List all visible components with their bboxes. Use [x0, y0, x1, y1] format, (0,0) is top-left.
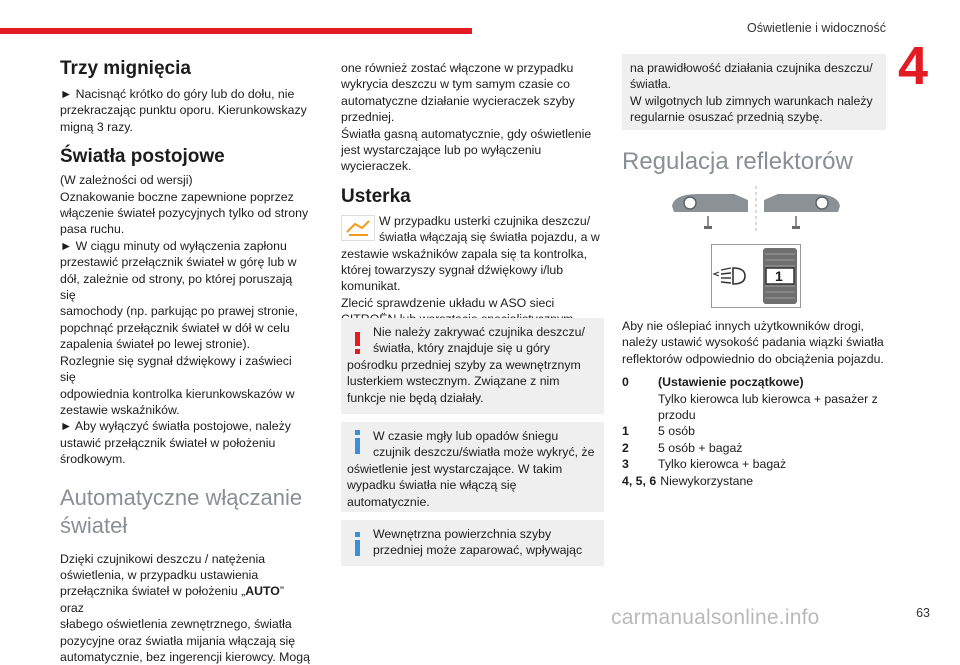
page-number: 63 — [916, 606, 930, 620]
usterka-block — [341, 213, 604, 328]
warning-box — [341, 318, 604, 414]
info-icon-bar — [355, 540, 360, 556]
legend-row-2 — [622, 440, 886, 456]
auto-text-bold: AUTO — [245, 584, 280, 599]
legend-key: 4, 5, 6 — [622, 473, 657, 488]
warning-text-rest: pośrodku przedniej szyby za wewnętrznym lusterkiem wstecznym. Związane z nim funkcje nie będą działały. — [347, 358, 581, 405]
info-icon-dot — [355, 430, 360, 435]
legend-key: 3 — [622, 457, 629, 472]
column-middle — [341, 60, 604, 328]
legend-key: 0 — [622, 375, 629, 390]
paragraph-trzy-migniecia: ► Nacisnąć krótko do góry lub do dołu, nie przekraczając punktu oporu. Kierunkowskazy migną 3 razy. — [60, 87, 307, 134]
heading-line-1: Automatyczne włączanie — [60, 484, 303, 510]
paragraph-regulacja: Aby nie oślepiać innych użytkowników drogi, należy ustawić wysokość padania wiązki światła reflektorów odpowiednio do obciążenia pojazdu. — [622, 319, 884, 366]
chapter-number: 4 — [898, 36, 929, 96]
legend-row-1 — [622, 423, 886, 439]
legend-value-title: (Ustawienie początkowe) — [658, 375, 804, 390]
heading-automatyczne-wlaczanie — [60, 484, 310, 540]
legend-value-sub: Tylko kierowca lub kierowca + pasażer z przodu — [658, 391, 878, 423]
headlamp-adjust-dial — [711, 244, 801, 308]
warning-exclamation-dot — [355, 349, 360, 354]
legend-value — [658, 374, 886, 423]
column-left — [60, 54, 310, 665]
heading-usterka: Usterka — [341, 185, 411, 207]
heading-line-2: świateł — [60, 512, 128, 538]
section-title: Oświetlenie i widoczność — [747, 21, 886, 35]
legend-list — [622, 374, 886, 489]
info-fog-text-indent: W czasie mgły lub opadów śniegu czujnik deszczu/światła może wykryć, że — [373, 429, 595, 460]
heading-swiatla-postojowe: Światła postojowe — [60, 146, 225, 168]
legend-key: 1 — [622, 424, 629, 439]
warning-text-indent: Nie należy zakrywać czujnika deszczu/ światła, który znajduje się u góry — [373, 325, 585, 356]
legend-key: 2 — [622, 440, 629, 455]
legend-row-3 — [622, 456, 886, 472]
paragraph-continuation: one również zostać włączone w przypadku wykrycia deszczu w tym samym czasie co automatyczne działanie wycieraczek szyby przedniej. Światła gasną automatycznie, gdy oświetlenie jest wystarczające lub po wyłączeniu wycieraczek. — [341, 61, 592, 174]
sensor-warning-icon — [341, 215, 375, 241]
legend-value: Tylko kierowca + bagaż — [658, 457, 787, 472]
usterka-text-rest: zestawie wskaźników zapala się ta kontrolka, której towarzyszy sygnał dźwiękowy i/lub komunikat. Zlecić sprawdzenie układu w ASO sieci — [341, 246, 588, 310]
headlamp-beam-illustration — [668, 186, 848, 236]
legend-value: 5 osób — [658, 424, 695, 439]
continued-info-box — [622, 54, 886, 130]
usterka-text-indent: W przypadku usterki czujnika deszczu/ światła włączają się światła pojazdu, a w — [379, 213, 600, 245]
dial-housing — [711, 244, 801, 308]
info-box-fogging — [341, 520, 604, 566]
legend-row-0 — [622, 374, 886, 423]
continued-info-text: na prawidłowość działania czujnika deszczu/ światła. W wilgotnych lub zimnych warunkach należy regularnie osuszać przednią szybę. — [630, 61, 873, 125]
auto-text-pre: Dzięki czujnikowi deszczu / natężenia oświetlenia, w przypadku ustawienia przełącznika świateł w położeniu „ — [60, 551, 266, 599]
paragraph-swiatla-postojowe: (W zależności od wersji) Oznakowanie boczne zapewnione poprzez włączenie świateł pozycyjnych tylko od strony pasa ruchu. ► W ciągu minuty od wyłączenia zapłonu przestawić przełącznik świateł w górę lub w dół, zależnie od strony, po której poruszają się samochody (np. parkując po prawej stronie, popchnąć przełącznik świateł w dół w celu zapalenia świateł po lewej stronie). Rozlegnie się sygnał dźwiękowy i zaświeci się odpowiednia kontrolka kierunkowskazów w zestawie wskaźników. ► Aby wyłączyć światła postojowe, należy ustawić przełącznik świateł w położeniu środkowym. — [60, 173, 309, 467]
header-accent-bar — [0, 28, 472, 34]
dial-position-label: 1 — [775, 268, 783, 284]
warning-exclamation-icon — [355, 332, 360, 346]
watermark: carmanualsonline.info — [611, 606, 820, 629]
info-icon-dot — [355, 532, 360, 537]
heading-trzy-migniecia: Trzy mignięcia — [60, 58, 191, 79]
column-right-text — [622, 318, 886, 489]
heading-regulacja: Regulacja reflektorów — [622, 148, 853, 175]
info-fogging-text: Wewnętrzna powierzchnia szyby przedniej może zaparować, wpływając — [373, 527, 583, 558]
auto-text-post: ” oraz słabego oświetlenia zewnętrznego, światła pozycyjne oraz światła mijania włączają się automatycznie, bez ingerencji kierowcy. Mogą — [60, 584, 310, 664]
info-box-fog — [341, 422, 604, 512]
legend-value: Niewykorzystane — [660, 473, 754, 488]
info-icon-bar — [355, 438, 360, 454]
paragraph-automatyczne — [60, 551, 310, 665]
legend-row-4 — [622, 473, 886, 489]
info-fog-text-rest: oświetlenie jest wystarczające. W takim wypadku światła nie włączą się automatycznie. — [347, 462, 563, 509]
legend-value: 5 osób + bagaż — [658, 440, 743, 455]
